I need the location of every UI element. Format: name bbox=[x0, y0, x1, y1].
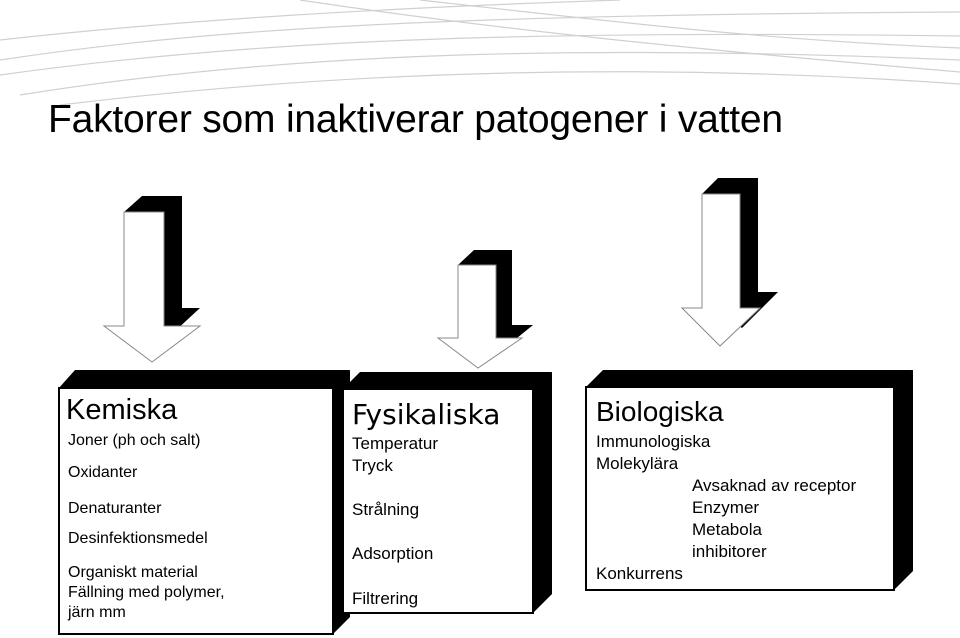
biologiska-item: Metabola bbox=[692, 520, 762, 539]
kemiska-heading: Kemiska bbox=[66, 394, 178, 426]
biologiska-item: Enzymer bbox=[692, 498, 760, 517]
down-arrow-icon-biologiska bbox=[682, 178, 778, 346]
biologiska-item: Avsaknad av receptor bbox=[692, 476, 857, 495]
biologiska-heading: Biologiska bbox=[596, 396, 724, 427]
kemiska-item: Joner (ph och salt) bbox=[68, 432, 201, 449]
slide-title: Faktorer som inaktiverar patogener i vatten bbox=[48, 98, 783, 141]
fysikaliska-item: Filtrering bbox=[352, 589, 419, 608]
biologiska-item: Immunologiska bbox=[596, 432, 711, 451]
biologiska-item: inhibitorer bbox=[692, 542, 767, 561]
fysikaliska-item: Temperatur bbox=[352, 434, 438, 453]
kemiska-item: Fällning med polymer, bbox=[68, 584, 225, 601]
biologiska-item: Molekylära bbox=[596, 454, 679, 473]
biologiska-item: Konkurrens bbox=[596, 564, 683, 583]
kemiska-item: järn mm bbox=[68, 604, 126, 621]
fysikaliska-heading: Fysikaliska bbox=[352, 398, 501, 431]
kemiska-item: Oxidanter bbox=[68, 464, 138, 481]
kemiska-item: Denaturanter bbox=[68, 500, 162, 517]
kemiska-item: Organiskt material bbox=[68, 564, 198, 581]
fysikaliska-item: Adsorption bbox=[352, 544, 434, 563]
kemiska-item: Desinfektionsmedel bbox=[68, 530, 208, 547]
fysikaliska-item: Strålning bbox=[352, 500, 420, 519]
down-arrow-icon-kemiska bbox=[104, 196, 200, 362]
down-arrow-icon-fysikaliska bbox=[438, 250, 533, 368]
fysikaliska-item: Tryck bbox=[352, 456, 393, 475]
